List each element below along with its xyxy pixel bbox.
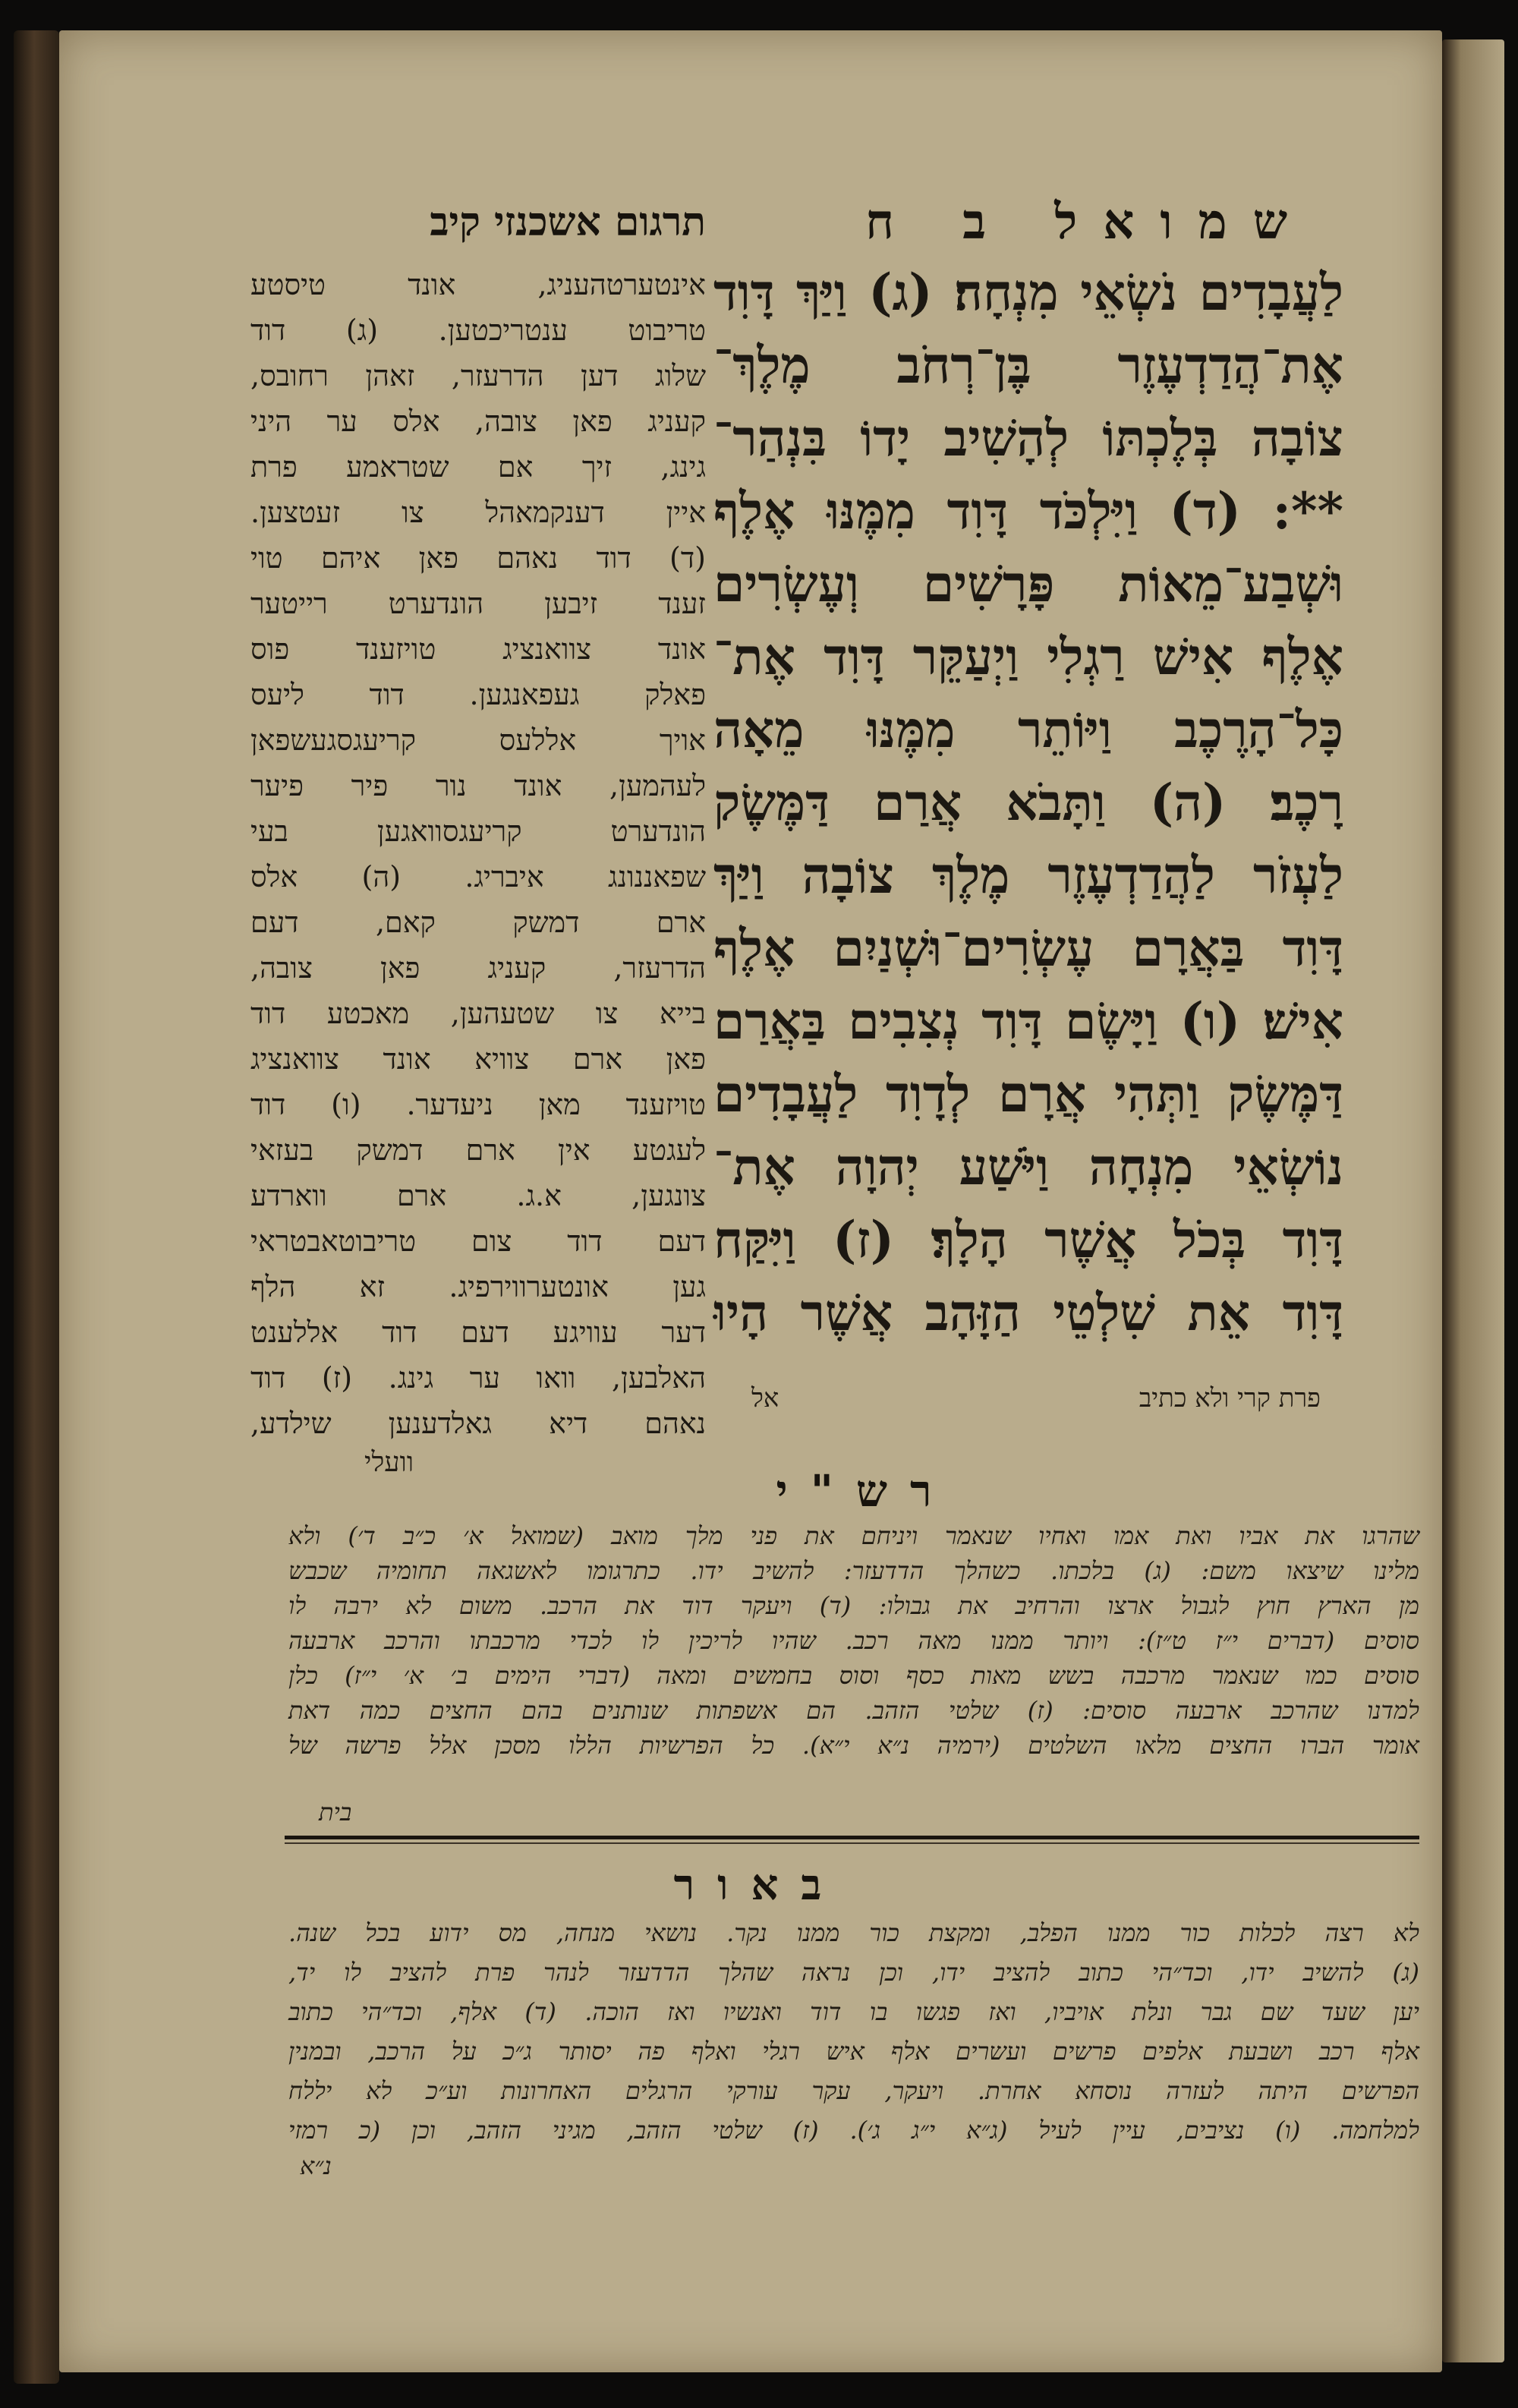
translation-line: איין דענקמאהל צו זעטצען.: [250, 496, 706, 529]
rashi-line: מן הארץ חוץ לגבול ארצו והרחיב את גבולו: (ד) ויעקר דוד את הרכב. משום לא ירבה לו: [288, 1591, 1419, 1620]
main-text-line: רָכֶב׃ (ה) וַתָּבֹא אֲרַם דַּמֶּשֶׂק: [713, 773, 1343, 832]
translation-line: קעניג פאן צובה, אלס ער היני: [250, 405, 706, 438]
book-spine-edge: [14, 30, 59, 2384]
main-text-line: לַעְזֹר לַהֲדַדְעֶזֶר מֶלֶךְ צוֹבָה וַיַּךְ: [713, 846, 1343, 905]
translation-line: שלוג דען הדרעזר, זאהן רחובס,: [250, 359, 706, 392]
rashi-line: שהרגו את אביו ואת אמו ואחיו שנאמר ויניחם את פני מלך מואב (שמואל א׳ כ״ב ד׳) ולא: [288, 1521, 1419, 1550]
main-text-line: דָּוִד אֵת שִׁלְטֵי הַזָּהָב אֲשֶׁר הָיוּ: [713, 1283, 1343, 1342]
rashi-heading: רש"י: [776, 1465, 955, 1517]
translation-line: בייא צו שטעהען, מאכטע דוד: [250, 997, 706, 1030]
biur-line: (ג) להשיב ידו, וכד״הי כתוב להציב ידו, וכן נראה שהלך הדדעזר לנהר פרת להציב לו יד,: [288, 1958, 1419, 1987]
translation-catchword: וועלי: [364, 1447, 414, 1478]
translation-line: הדרעזר, קעניג פאן צובה,: [250, 951, 706, 985]
main-text-line: דַּמֶּשֶׂק וַתְּהִי אֲרָם לְדָוִד לַעֲבָדִים: [713, 1064, 1343, 1124]
translation-line: דעם דוד צום טריבוטאבטראי: [250, 1224, 706, 1258]
biur-line: הפרשים היתה לעזרה נוסחא אחרת. ויעקר, עקר עורקי הרגלים האחרונות וע״כ לא יללח: [288, 2076, 1419, 2105]
rashi-line: סוסים כמו שנאמר מרכבה בשש מאות כסף וסוס בחמשים ומאה (דברי הימים ב׳ א׳ י״ז) כלן: [288, 1661, 1419, 1690]
translation-line: פאן ארם צוויא אונד צוואנציג: [250, 1042, 706, 1076]
main-text-line: **: (ד) וַיִּלְכֹּד דָּוִד מִמֶּנּוּ אֶלֶף: [713, 481, 1343, 541]
biur-line: למלחמה. (ו) נציבים, עיין לעיל (ג״א י״ג ג׳). (ז) שלטי הזהב, מגיני הזהב, וכן (כ רמזי: [288, 2116, 1419, 2145]
biur-catchword: נ״א: [300, 2151, 332, 2180]
translation-line: שפאננונג איבריג. (ה) אלס: [250, 860, 706, 894]
translation-line: נאהם דיא גאלדענען שילדע,: [250, 1407, 706, 1440]
translation-line: צונגען, א.ג. ארם ווארדע: [250, 1179, 706, 1212]
biur-line: יען שעד שם גבר ונלת אויביו, ואז פגשו בו דוד ואנשיו ואז הוכה. (ד) אלף, וכד״הי כתוב: [288, 1997, 1419, 2026]
main-text-footnote: פרת קרי ולא כתיב: [1138, 1383, 1321, 1414]
biur-line: לא רצה לכלות כור ממנו הפלב, ומקצת כור ממנו נקר. נושאי מנחה, מס ידוע בכל שנה.: [288, 1918, 1419, 1947]
translation-line: פאלק געפאנגען. דוד ליעס: [250, 678, 706, 711]
rashi-line: מלינו שיצאו משם: (ג) בלכתו. כשהלך הדדעזר: להשיב ידו. כתרגומו לאשגאה תחומיה שכבש: [288, 1556, 1419, 1585]
main-text-line: כָּל־הָרֶכֶב וַיּוֹתֵר מִמֶּנּוּ מֵאָה: [713, 700, 1343, 759]
translation-line: אינטערטהעניג, אונד טיסטע: [250, 268, 706, 301]
translation-line: טריבוט ענטריכטען. (ג) דוד: [250, 314, 706, 347]
translation-line: גען אונטערווירפיג. זא הלף: [250, 1270, 706, 1303]
translation-line: ארם דמשק קאם, דעם: [250, 906, 706, 939]
rashi-line: אומר הברו החצים מלאו השלטים (ירמיה נ״א י״א). כל הפרשיות הללו מסכן אלל פרשה של: [288, 1731, 1420, 1760]
section-divider-thin: [285, 1842, 1419, 1844]
translation-line: גינג, זיך אם שטראמע פרת: [250, 450, 706, 484]
translation-line: (ד) דוד נאהם פאן איהם טוי: [250, 541, 706, 575]
main-text-line: נוֹשְׂאֵי מִנְחָה וַיֹּשַׁע יְהוָה אֶת־: [713, 1137, 1343, 1196]
main-text-line: וּשְׁבַע־מֵאוֹת פָּרָשִׁים וְעֶשְׂרִים: [713, 554, 1343, 613]
biur-line: אלף רכב ושבעת אלפים פרשים ועשרים אלף איש רגלי ואלף פה יסותר ג״כ על הרכב, ובמנין: [288, 2037, 1419, 2066]
translation-line: הונדערט קריעגסוואגען בעי: [250, 815, 706, 848]
running-head-translation: תרגום אשכנזי קיב: [430, 199, 706, 245]
rashi-line: למדנו שהרכב ארבעה סוסים: (ז) שלטי הזהב. הם אשפתות שנותנים בהם החצים כמה דאת: [288, 1696, 1419, 1725]
running-head-main: שמואל ב ח: [865, 194, 1313, 251]
translation-line: לעגטע אין ארם דמשק בעזאי: [250, 1133, 706, 1167]
main-text-line: דָּוִד בַּאֲרָם עֶשְׂרִים־וּשְׁנַיִם אֶלֶף: [713, 919, 1343, 978]
main-text-line: דָּוִד בְּכֹל אֲשֶׁר הָלָךְ׃ (ז) וַיִּקַּח: [713, 1210, 1343, 1269]
rashi-catchword: בית: [319, 1798, 352, 1826]
translation-line: לעהמען, אונד נור פיר פיער: [250, 769, 706, 802]
main-text-line: אִישׁ׃ (ו) וַיָּשֶׂם דָּוִד נְצִבִים בַּאֲרַם: [713, 991, 1343, 1051]
translation-line: דער עוויגע דעם דוד אללענט: [250, 1316, 706, 1349]
translation-line: אויך אללעס קריעגסגעשפאן: [250, 723, 706, 757]
main-text-line: אֶלֶף אִישׁ רַגְלִי וַיְעַקֵּר דָּוִד אֶת־: [713, 627, 1343, 686]
translation-line: האלבען, וואו ער גינג. (ז) דוד: [250, 1361, 706, 1395]
main-text-line: לַעֲבָדִים נֹשְׂאֵי מִנְחָה׃ (ג) וַיַּךְ דָּוִד: [713, 263, 1343, 322]
main-text-footnote-marker: אל: [751, 1383, 779, 1414]
adjacent-page-edge: [1442, 39, 1504, 2362]
main-text-line: אֶת־הֲדַדְעֶזֶר בֶּן־רְחֹב מֶלֶךְ־: [713, 336, 1343, 395]
rashi-line: סוסים (דברים י״ז ט״ז): ויותר ממנו מאה רכב. שהיו לריכין לו לכדי מרכבתו והרכב ארבעה: [288, 1626, 1420, 1655]
section-divider: [285, 1836, 1419, 1839]
translation-line: טויזענד מאן ניעדער. (ו) דוד: [250, 1088, 706, 1121]
translation-line: אונד צוואנציג טויזענד פוס: [250, 632, 706, 666]
main-text-line: צוֹבָה בְּלֶכְתּוֹ לְהָשִׁיב יָדוֹ בִּנְהַר־: [713, 408, 1343, 468]
biur-heading: באור: [673, 1860, 845, 1910]
translation-line: זענד זיבען הונדערט רייטער: [250, 587, 706, 620]
